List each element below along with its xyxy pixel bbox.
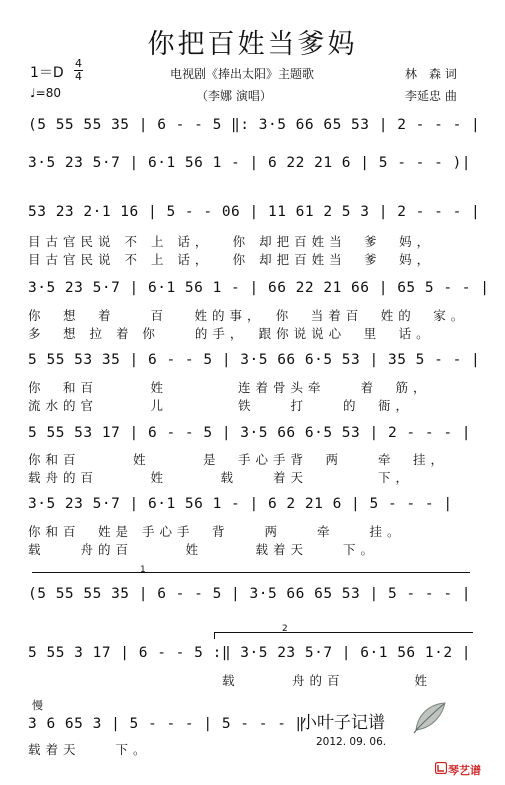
lyricist: 林 森 词 bbox=[405, 67, 457, 81]
score-line-10: 3 6 65 3 | 5 - - - | 5 - - - ‖ bbox=[28, 716, 305, 732]
key-signature: 1＝D bbox=[30, 65, 64, 81]
leaf-icon bbox=[412, 700, 448, 734]
lyric-line: 你 和百 姓 连着骨头牵 着 筋， bbox=[28, 380, 431, 395]
brand-logo-icon bbox=[435, 762, 447, 774]
score-line-2: 3·5 23 5·7 | 6·1 56 1 - | 6 22 21 6 | 5 - - - )| bbox=[28, 155, 472, 171]
lyric-line: 你和百 姓 是 手心手背 两 牵 挂， bbox=[28, 452, 449, 467]
score-line-7: 3·5 23 5·7 | 6·1 56 1 - | 6 2 21 6 | 5 - - - | bbox=[28, 496, 453, 512]
lyric-line: 流水的官 儿 铁 打 的 衙， bbox=[28, 398, 414, 413]
lyric-line: 载 舟的百 姓 载着天 下。 bbox=[28, 542, 379, 557]
score-line-1: (5 55 55 35 | 6 - - 5 ‖: 3·5 66 65 53 | 2 - - - | bbox=[28, 117, 481, 133]
volta-bracket-1 bbox=[32, 572, 470, 579]
time-top: 4 bbox=[75, 57, 82, 70]
score-line-4: 3·5 23 5·7 | 6·1 56 1 - | 66 22 21 66 | 65 5 - - | bbox=[28, 280, 490, 296]
volta-number-1: 1 bbox=[140, 565, 146, 575]
lyric-line: 你 想 着 百 姓的事， 你 当着百 姓的 家。 bbox=[28, 308, 469, 323]
composer: 李延忠 曲 bbox=[405, 89, 457, 103]
volta-number-2: 2 bbox=[282, 624, 288, 634]
time-bottom: 4 bbox=[75, 70, 82, 83]
lyric-line: 目古官民说 不 上 话， 你 却把百姓当 爹 妈， bbox=[28, 252, 435, 267]
lyric-line: 多 想 拉 着 你 的手， 跟你说说心 里 话。 bbox=[28, 326, 434, 341]
lyric-line: 你和百 姓是 手心手 背 两 牵 挂。 bbox=[28, 524, 405, 539]
lyric-line: 载 舟的百 姓 bbox=[222, 673, 433, 688]
transcription-date: 2012. 09. 06. bbox=[316, 736, 387, 748]
transcriber-signature: 小叶子记谱 bbox=[300, 713, 385, 733]
performer-line: （李娜 演唱） bbox=[196, 89, 272, 103]
slow-marking: 慢 bbox=[32, 699, 43, 712]
song-title: 你把百姓当爹妈 bbox=[147, 29, 358, 60]
lyric-line: 载着天 下。 bbox=[28, 742, 151, 757]
lyric-line: 载舟的百 姓 载 着天 下， bbox=[28, 470, 414, 485]
volta-bracket-2 bbox=[214, 632, 473, 639]
score-line-6: 5 55 53 17 | 6 - - 5 | 3·5 66 6·5 53 | 2 - - - | bbox=[28, 425, 472, 441]
score-line-5: 5 55 53 35 | 6 - - 5 | 3·5 66 6·5 53 | 35 5 - - | bbox=[28, 352, 481, 368]
source-line: 电视剧《捧出太阳》主题歌 bbox=[170, 67, 315, 81]
lyric-line: 目古官民说 不 上 话， 你 却把百姓当 爹 妈， bbox=[28, 234, 435, 249]
score-line-9: 5 55 3 17 | 6 - - 5 :‖ 3·5 23 5·7 | 6·1 56 1·2 | bbox=[28, 645, 472, 661]
tempo-mark: ♩=80 bbox=[30, 86, 61, 100]
brand-watermark: 琴艺谱 bbox=[448, 764, 481, 777]
score-line-8: (5 55 55 35 | 6 - - 5 | 3·5 66 65 53 | 5 - - - | bbox=[28, 586, 472, 602]
score-line-3: 53 23 2·1 16 | 5 - - 06 | 11 61 2 5 3 | 2 - - - | bbox=[28, 204, 481, 220]
time-signature bbox=[74, 58, 83, 82]
